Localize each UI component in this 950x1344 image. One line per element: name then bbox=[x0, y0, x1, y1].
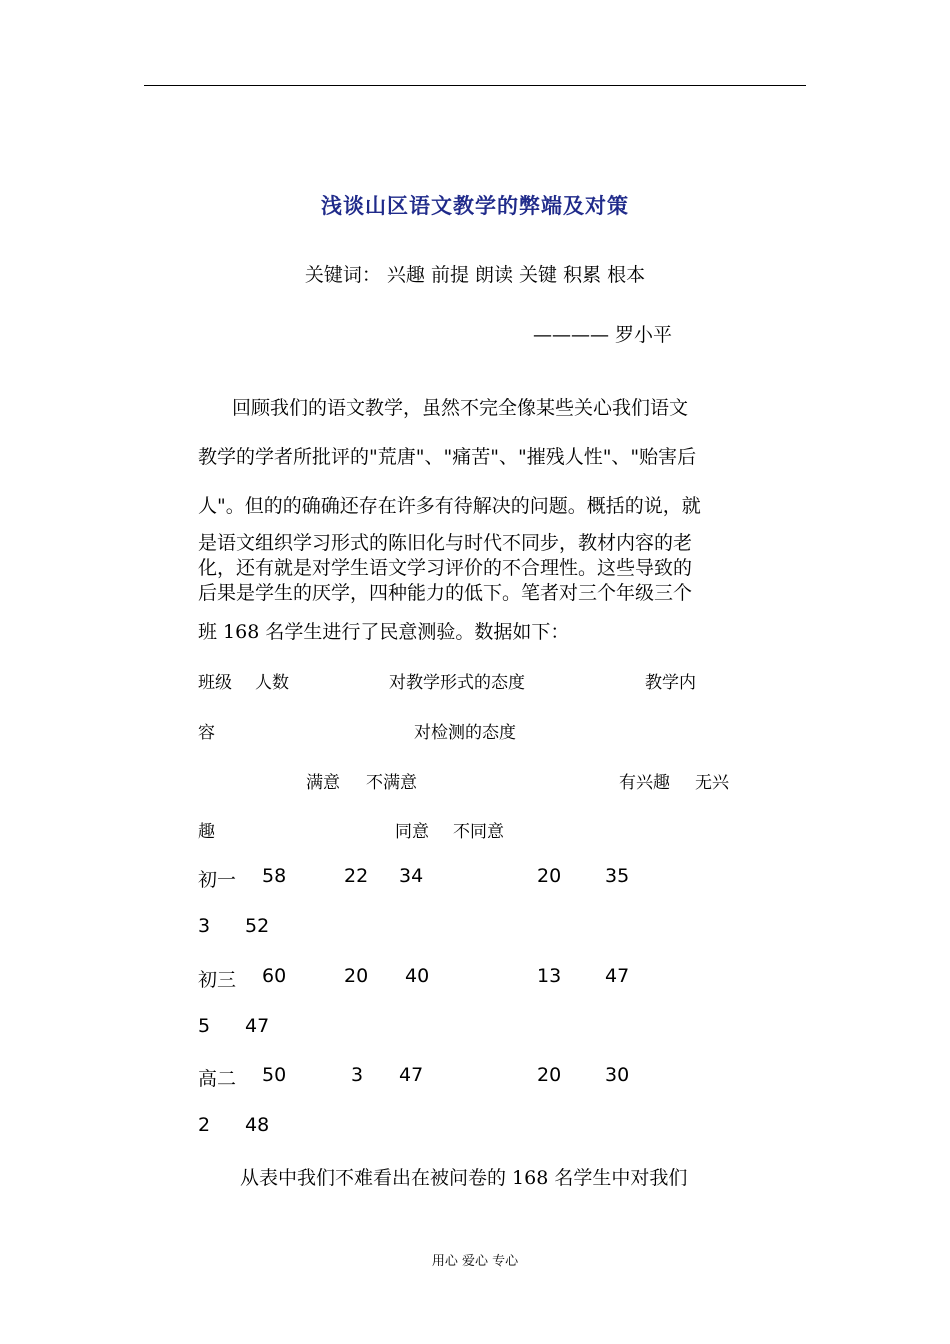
intro-line-2: 教学的学者所批评的"荒唐"、"痛苦"、"摧残人性"、"贻害后 bbox=[198, 446, 697, 468]
header-no-interest-part1: 无兴 bbox=[695, 773, 729, 793]
header-count: 人数 bbox=[255, 673, 289, 693]
header-test-attitude: 对检测的态度 bbox=[414, 723, 516, 743]
header-content-part2: 容 bbox=[198, 723, 215, 743]
row-disagree: 48 bbox=[245, 1114, 270, 1136]
intro-line-4: 是语文组织学习形式的陈旧化与时代不同步，教材内容的老 bbox=[198, 532, 693, 554]
row-no-interest: 35 bbox=[605, 865, 630, 887]
intro-line-6: 后果是学生的厌学，四种能力的低下。笔者对三个年级三个 bbox=[198, 582, 693, 604]
row-agree: 3 bbox=[198, 915, 211, 937]
keywords-line: 关键词： 兴趣 前提 朗读 关键 积累 根本 bbox=[304, 264, 646, 286]
row-count: 58 bbox=[262, 865, 287, 887]
row-count: 50 bbox=[262, 1064, 287, 1086]
closing-line: 从表中我们不难看出在被问卷的 168 名学生中对我们 bbox=[240, 1167, 688, 1189]
row-satisfied: 3 bbox=[351, 1064, 364, 1086]
row-disagree: 52 bbox=[245, 915, 270, 937]
row-agree: 2 bbox=[198, 1114, 211, 1136]
header-form-attitude: 对教学形式的态度 bbox=[389, 673, 525, 693]
intro-line-5: 化，还有就是对学生语文学习评价的不合理性。这些导致的 bbox=[198, 557, 693, 579]
header-agree: 同意 bbox=[395, 822, 429, 842]
row-interested: 13 bbox=[537, 965, 562, 987]
row-agree: 5 bbox=[198, 1015, 211, 1037]
row-no-interest: 47 bbox=[605, 965, 630, 987]
row-no-interest: 30 bbox=[605, 1064, 630, 1086]
row-unsatisfied: 47 bbox=[399, 1064, 424, 1086]
header-no-interest-part2: 趣 bbox=[198, 822, 215, 842]
row-interested: 20 bbox=[537, 1064, 562, 1086]
document-title: 浅谈山区语文教学的弊端及对策 bbox=[321, 194, 629, 218]
header-disagree: 不同意 bbox=[453, 822, 504, 842]
row-disagree: 47 bbox=[245, 1015, 270, 1037]
header-content-part1: 教学内 bbox=[645, 673, 696, 693]
row-unsatisfied: 34 bbox=[399, 865, 424, 887]
row-interested: 20 bbox=[537, 865, 562, 887]
row-count: 60 bbox=[262, 965, 287, 987]
author-line: ———— 罗小平 bbox=[533, 324, 673, 346]
row-class-name: 初一 bbox=[198, 869, 237, 891]
row-class-name: 初三 bbox=[198, 969, 237, 991]
page-footer: 用心 爱心 专心 bbox=[431, 1254, 519, 1269]
intro-line-3: 人"。但的的确确还存在许多有待解决的问题。概括的说，就 bbox=[198, 495, 701, 517]
row-satisfied: 22 bbox=[344, 865, 369, 887]
row-unsatisfied: 40 bbox=[405, 965, 430, 987]
header-interested: 有兴趣 bbox=[619, 773, 670, 793]
header-satisfied: 满意 bbox=[306, 773, 340, 793]
row-satisfied: 20 bbox=[344, 965, 369, 987]
header-unsatisfied: 不满意 bbox=[366, 773, 417, 793]
row-class-name: 高二 bbox=[198, 1068, 237, 1090]
header-rule bbox=[144, 85, 806, 86]
intro-line-1: 回顾我们的语文教学，虽然不完全像某些关心我们语文 bbox=[232, 397, 689, 419]
intro-line-7: 班 168 名学生进行了民意测验。数据如下： bbox=[198, 621, 570, 643]
header-class: 班级 bbox=[198, 673, 232, 693]
